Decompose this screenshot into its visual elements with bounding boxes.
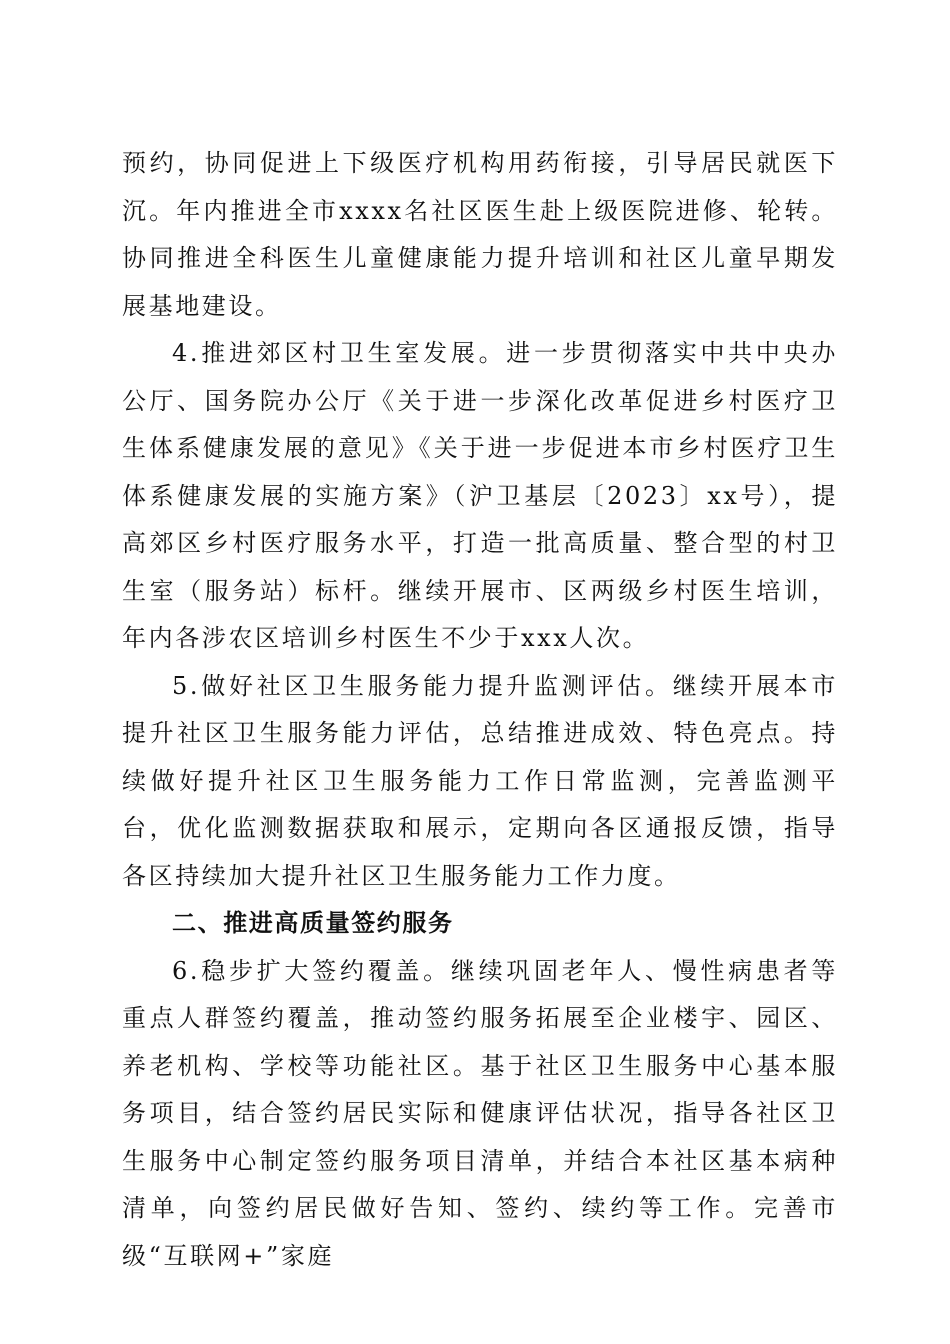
- paragraph-item-4: 4.推进郊区村卫生室发展。进一步贯彻落实中共中央办公厅、国务院办公厅《关于进一步深化改革促进乡村医疗卫生体系健康发展的意见》《关于进一步促进本市乡村医疗卫生体系健康发展的实施方案》（沪卫基层〔2023〕xx号），提高郊区乡村医疗服务水平，打造一批高质量、整合型的村卫生室（服务站）标杆。继续开展市、区两级乡村医生培训，年内各涉农区培训乡村医生不少于xxx人次。: [122, 339, 838, 652]
- paragraph-continuation: 预约，协同促进上下级医疗机构用药衔接，引导居民就医下沉。年内推进全市xxxx名社区医生赴上级医院进修、轮转。协同推进全科医生儿童健康能力提升培训和社区儿童早期发展基地建设。: [122, 149, 838, 320]
- paragraph-item-5: 5.做好社区卫生服务能力提升监测评估。继续开展本市提升社区卫生服务能力评估，总结推进成效、特色亮点。持续做好提升社区卫生服务能力工作日常监测，完善监测平台，优化监测数据获取和展示，定期向各区通报反馈，指导各区持续加大提升社区卫生服务能力工作力度。: [122, 671, 838, 890]
- paragraph-item-6: 6.稳步扩大签约覆盖。继续巩固老年人、慢性病患者等重点人群签约覆盖，推动签约服务拓展至企业楼宇、园区、养老机构、学校等功能社区。基于社区卫生服务中心基本服务项目，结合签约居民实际和健康评估状况，指导各社区卫生服务中心制定签约服务项目清单，并结合本社区基本病种清单，向签约居民做好告知、签约、续约等工作。完善市级“互联网+”家庭: [122, 956, 838, 1270]
- section-heading-2: 二、推进高质量签约服务: [172, 909, 454, 937]
- document-body: [122, 140, 838, 1280]
